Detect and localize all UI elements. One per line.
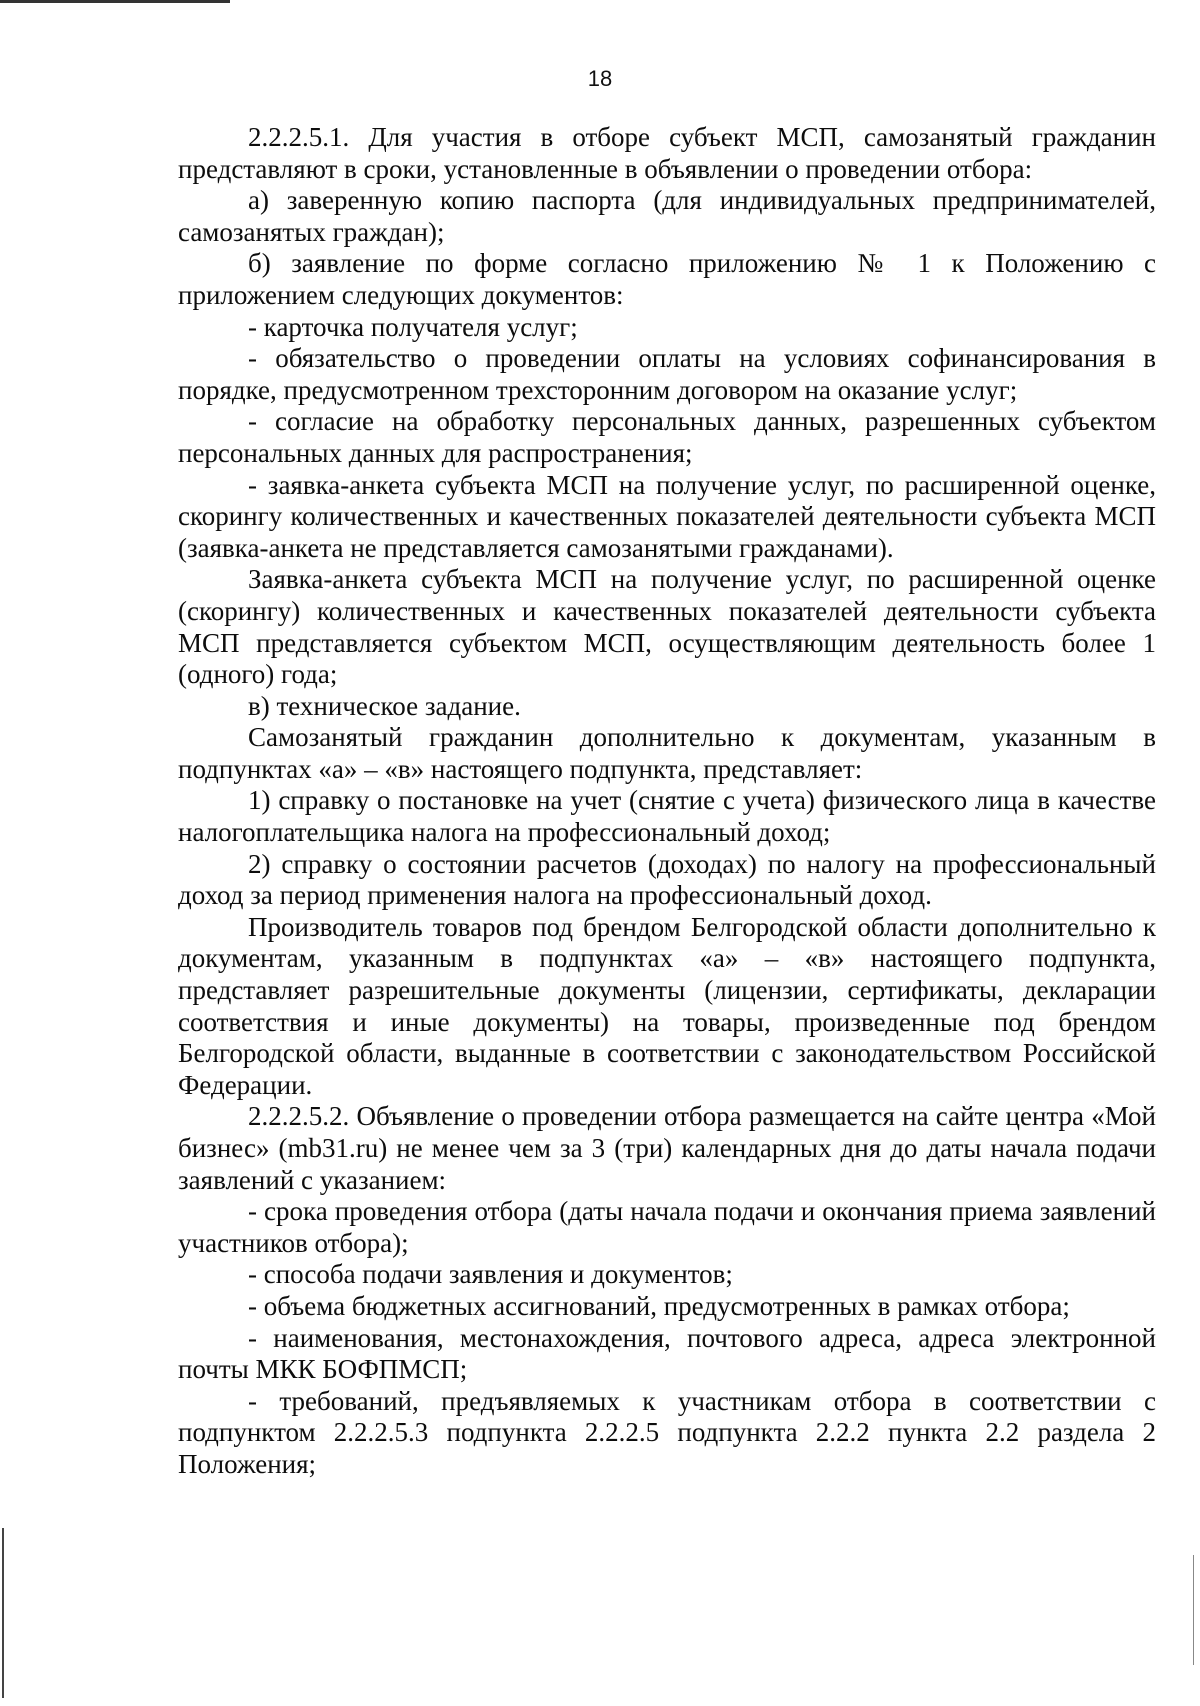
top-edge-rule bbox=[0, 0, 230, 3]
paragraph-application-form-note: Заявка-анкета субъекта МСП на получение услуг, по расширенной оценке (скорингу) количественных и качественных показателей деятельности субъекта МСП представляется субъектом МСП, осуществляющим деятельность более 1 (одного) года; bbox=[178, 564, 1156, 690]
paragraph-item-b: б) заявление по форме согласно приложению № 1 к Положению с приложением следующих документов: bbox=[178, 248, 1156, 310]
list-item-recipient-card: - карточка получателя услуг; bbox=[248, 311, 578, 342]
list-item-participant-requirements: - требований, предъявляемых к участникам отбора в соответствии с подпунктом 2.2.2.5.3 подпункта 2.2.2.5 подпункта 2.2.2 пункта 2.2 раздела 2 Положения; bbox=[178, 1385, 1156, 1479]
paragraph-self-employed: Самозанятый гражданин дополнительно к документам, указанным в подпунктах «а» – «в» настоящего подпункта, представляет: bbox=[178, 722, 1156, 784]
list-item-budget-volume: - объема бюджетных ассигнований, предусмотренных в рамках отбора; bbox=[248, 1290, 1070, 1321]
paragraph-brand-producer: Производитель товаров под брендом Белгородской области дополнительно к документам, указанным в подпунктах «а» – «в» настоящего подпункта, представляет разрешительные документы (лицензии, сертификаты, декларации соответствия и иные документы) на товары, произведенные под брендом Белгородской области, выданные в соответствии с законодательством Российской Федерации. bbox=[178, 911, 1156, 1100]
scan-edge-mark-left bbox=[2, 1528, 4, 1698]
list-item-selection-period: - срока проведения отбора (даты начала подачи и окончания приема заявлений участников отбора); bbox=[178, 1196, 1156, 1258]
list-item-submission-method: - способа подачи заявления и документов; bbox=[248, 1259, 733, 1290]
scan-edge-mark-right bbox=[1193, 1555, 1194, 1665]
list-item-data-consent: - согласие на обработку персональных данных, разрешенных субъектом персональных данных для распространения; bbox=[178, 406, 1156, 468]
paragraph-item-a: а) заверенную копию паспорта (для индивидуальных предпринимателей, самозанятых граждан); bbox=[178, 185, 1156, 247]
paragraph-item-v: в) техническое задание. bbox=[248, 690, 521, 721]
paragraph-2-2-2-5-2: 2.2.2.5.2. Объявление о проведении отбора размещается на сайте центра «Мой бизнес» (mb31.ru) не менее чем за 3 (три) календарных дня до даты начала подачи заявлений с указанием: bbox=[178, 1101, 1156, 1195]
list-item-organization-contacts: - наименования, местонахождения, почтового адреса, адреса электронной почты МКК БОФПМСП; bbox=[178, 1322, 1156, 1385]
body-text bbox=[178, 122, 1156, 1481]
page-number: 18 bbox=[587, 66, 613, 91]
list-item-payment-obligation: - обязательство о проведении оплаты на условиях софинансирования в порядке, предусмотренном трехсторонним договором на оказание услуг; bbox=[178, 343, 1156, 405]
paragraph-certificate-2: 2) справку о состоянии расчетов (доходах) по налогу на профессиональный доход за период применения налога на профессиональный доход. bbox=[178, 848, 1156, 911]
paragraph-2-2-2-5-1: 2.2.2.5.1. Для участия в отборе субъект МСП, самозанятый гражданин представляют в сроки, установленные в объявлении о проведении отбора: bbox=[178, 122, 1156, 184]
list-item-application-form: - заявка-анкета субъекта МСП на получение услуг, по расширенной оценке, скорингу количественных и качественных показателей деятельности субъекта МСП (заявка-анкета не представляется самозанятыми гражданами). bbox=[178, 469, 1156, 563]
paragraph-certificate-1: 1) справку о постановке на учет (снятие с учета) физического лица в качестве налогоплательщика налога на профессиональный доход; bbox=[178, 785, 1156, 848]
